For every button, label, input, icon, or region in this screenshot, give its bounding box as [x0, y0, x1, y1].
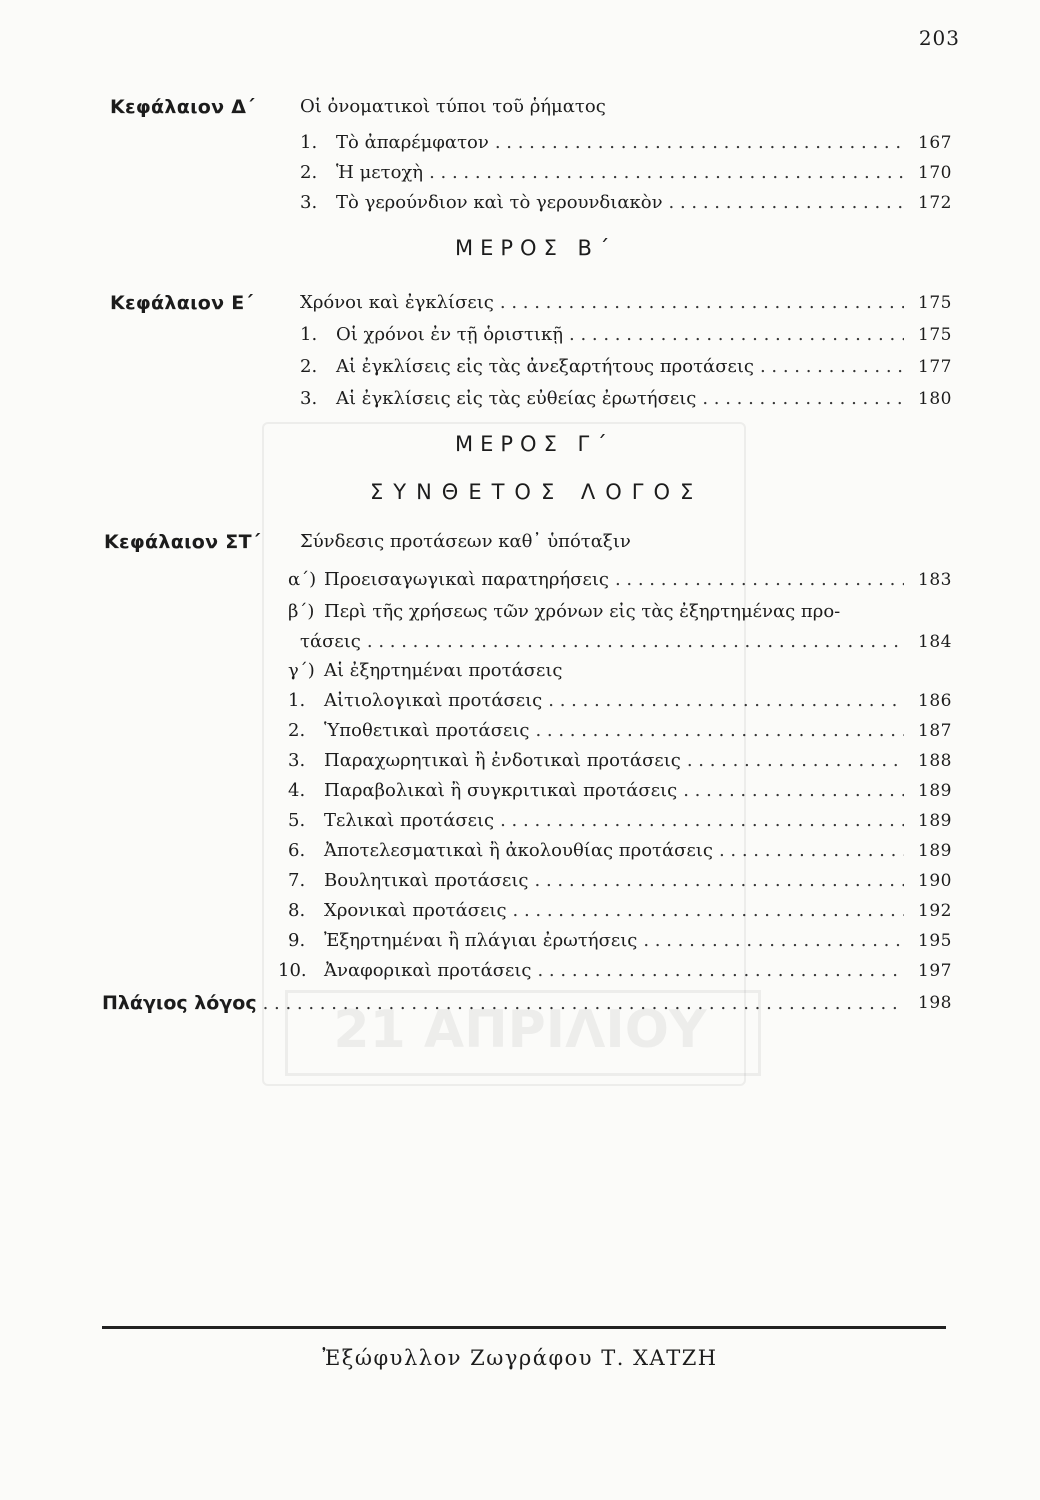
dot-leader [535, 866, 904, 896]
entry-page: 186 [918, 691, 952, 711]
dot-leader [513, 896, 904, 926]
dot-leader [615, 565, 904, 595]
chapter-st-label: Κεφάλαιον ΣΤ΄ [104, 531, 261, 553]
entry-number: 1. [300, 132, 318, 153]
toc-entry-line2 [0, 627, 1040, 657]
plagios-page: 198 [918, 993, 952, 1013]
entry-title: Τὸ γερούνδιον καὶ τὸ γερουνδιακὸν [336, 192, 663, 213]
entry-title: Περὶ τῆς χρήσεως τῶν χρόνων εἰς τὰς ἐξηρτημένας προ- [324, 601, 841, 622]
entry-title: Τελικαὶ προτάσεις [324, 810, 495, 831]
dot-leader [760, 352, 904, 382]
toc-entry [0, 565, 1040, 595]
dot-leader [535, 716, 904, 746]
toc-entry [0, 686, 1040, 716]
entry-page: 177 [918, 357, 952, 377]
toc-entry [0, 352, 1040, 382]
entry-number: 1. [288, 690, 306, 711]
entry-number: 9. [288, 930, 306, 951]
chapter-e-label: Κεφάλαιον Ε΄ [110, 292, 254, 314]
entry-number: α΄) [288, 569, 317, 590]
entry-number: β΄) [288, 601, 315, 622]
toc-entry [0, 746, 1040, 776]
dot-leader [537, 956, 904, 986]
toc-entry [0, 956, 1040, 986]
entry-page: 183 [918, 570, 952, 590]
entry-number: 2. [288, 720, 306, 741]
entry-number: 4. [288, 780, 306, 801]
dot-leader [702, 384, 904, 414]
entry-number: 5. [288, 810, 306, 831]
part-c-subtitle: ΣΥΝΘΕΤΟΣ ΛΟΓΟΣ [370, 480, 704, 504]
entry-page: 172 [918, 193, 952, 213]
entry-page: 187 [918, 721, 952, 741]
entry-page: 167 [918, 133, 952, 153]
dot-leader [367, 627, 904, 657]
dot-leader [263, 989, 904, 1019]
entry-number: 1. [300, 324, 318, 345]
entry-title: Ἐξηρτημέναι ἢ πλάγιαι ἐρωτήσεις [324, 930, 638, 951]
chapter-d-heading [0, 92, 1040, 122]
entry-page: 189 [918, 811, 952, 831]
dot-leader [687, 746, 904, 776]
dot-leader [495, 128, 904, 158]
entry-title: Ἡ μετοχὴ [336, 162, 424, 183]
entry-number: 8. [288, 900, 306, 921]
entry-number: 6. [288, 840, 306, 861]
entry-title: Ἀναφορικαὶ προτάσεις [324, 960, 532, 981]
toc-entry [0, 806, 1040, 836]
toc-entry [0, 128, 1040, 158]
chapter-e-title: Χρόνοι καὶ ἐγκλίσεις [300, 292, 494, 313]
toc-entry [0, 716, 1040, 746]
toc-entry [0, 926, 1040, 956]
chapter-d-title: Οἱ ὀνοματικοὶ τύποι τοῦ ῥήματος [300, 96, 606, 117]
entry-title: Προεισαγωγικαὶ παρατηρήσεις [324, 569, 609, 590]
chapter-st-heading [0, 527, 1040, 557]
entry-number: 7. [288, 870, 306, 891]
toc-entry [0, 866, 1040, 896]
entry-page: 189 [918, 781, 952, 801]
entry-title: Ὑποθετικαὶ προτάσεις [324, 720, 530, 741]
entry-page: 197 [918, 961, 952, 981]
entry-page: 188 [918, 751, 952, 771]
entry-page: 190 [918, 871, 952, 891]
entry-title: Αἱ ἐξηρτημέναι προτάσεις [324, 660, 563, 681]
entry-title: Οἱ χρόνοι ἐν τῇ ὁριστικῇ [336, 324, 564, 345]
entry-title: Παραβολικαὶ ἢ συγκριτικαὶ προτάσεις [324, 780, 678, 801]
plagios-entry [0, 988, 1040, 1018]
chapter-d-label: Κεφάλαιον Δ΄ [110, 96, 255, 118]
entry-page: 184 [918, 632, 952, 652]
entry-title: Χρονικαὶ προτάσεις [324, 900, 507, 921]
part-c-heading: ΜΕΡΟΣ Γ΄ [455, 432, 614, 456]
entry-number: 3. [288, 750, 306, 771]
toc-entry [0, 836, 1040, 866]
entry-page: 170 [918, 163, 952, 183]
entry-page: 180 [918, 389, 952, 409]
toc-subheading [0, 656, 1040, 686]
show-through-stamp-text: 21 ΑΠΡΙΛΙΟΥ [333, 1000, 707, 1060]
entry-title: Τὸ ἀπαρέμφατον [336, 132, 489, 153]
footer-rule [102, 1326, 946, 1329]
entry-page: 175 [918, 325, 952, 345]
entry-title: Αἱ ἐγκλίσεις εἰς τὰς ἀνεξαρτήτους προτάσεις [336, 356, 754, 377]
entry-page: 189 [918, 841, 952, 861]
entry-number: 2. [300, 162, 318, 183]
toc-entry [0, 320, 1040, 350]
toc-entry [0, 896, 1040, 926]
part-b-heading: ΜΕΡΟΣ Β΄ [455, 236, 617, 260]
dot-leader [429, 158, 904, 188]
chapter-st-title: Σύνδεσις προτάσεων καθ᾽ ὑπόταξιν [300, 531, 631, 552]
chapter-e-page: 175 [918, 293, 952, 313]
toc-entry [0, 158, 1040, 188]
dot-leader [500, 288, 904, 318]
toc-entry [0, 188, 1040, 218]
dot-leader [500, 806, 904, 836]
entry-page: 192 [918, 901, 952, 921]
dot-leader [548, 686, 904, 716]
entry-number: 10. [278, 960, 307, 981]
entry-title: Αἰτιολογικαὶ προτάσεις [324, 690, 543, 711]
entry-number: 3. [300, 388, 318, 409]
dot-leader [569, 320, 904, 350]
dot-leader [643, 926, 904, 956]
dot-leader [683, 776, 904, 806]
entry-title: Βουλητικαὶ προτάσεις [324, 870, 529, 891]
entry-title-continued: τάσεις [300, 631, 361, 652]
dot-leader [719, 836, 904, 866]
cover-credit: Ἐξώφυλλον Ζωγράφου Τ. ΧΑΤΖΗ [322, 1346, 718, 1370]
entry-number: 3. [300, 192, 318, 213]
entry-number: 2. [300, 356, 318, 377]
toc-entry [0, 384, 1040, 414]
entry-number: γ΄) [288, 660, 315, 681]
dot-leader [669, 188, 904, 218]
entry-title: Παραχωρητικαὶ ἢ ἐνδοτικαὶ προτάσεις [324, 750, 681, 771]
entry-title: Ἀποτελεσματικαὶ ἢ ἀκολουθίας προτάσεις [324, 840, 713, 861]
page-number: 203 [918, 26, 960, 50]
chapter-e-heading [0, 288, 1040, 318]
entry-title: Αἱ ἐγκλίσεις εἰς τὰς εὐθείας ἐρωτήσεις [336, 388, 697, 409]
plagios-label: Πλάγιος λόγος [102, 992, 257, 1014]
toc-entry-line1 [0, 597, 1040, 627]
toc-entry [0, 776, 1040, 806]
entry-page: 195 [918, 931, 952, 951]
